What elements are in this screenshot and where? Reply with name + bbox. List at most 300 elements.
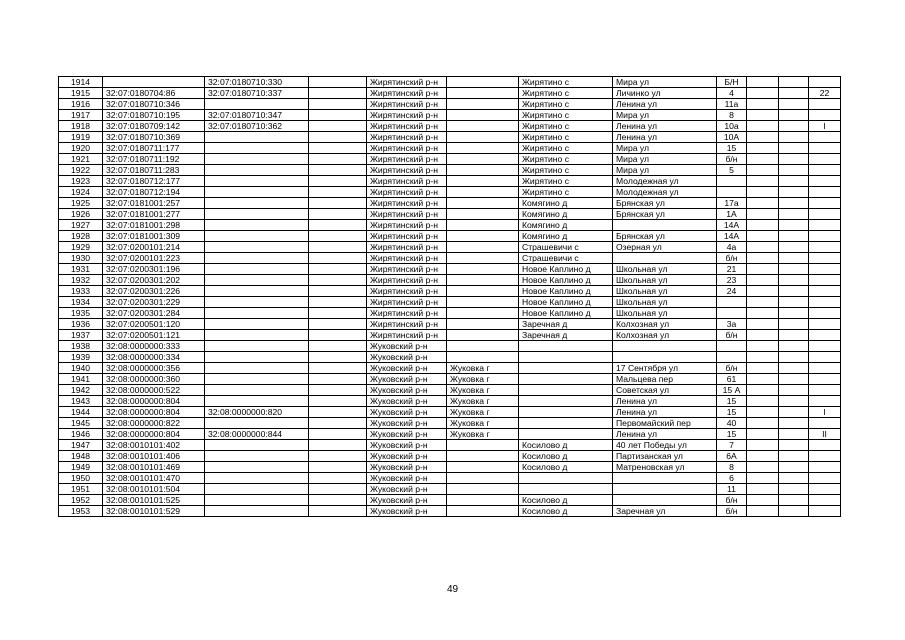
city-cell [447, 143, 519, 154]
district-cell: Жуковский р-н [367, 429, 447, 440]
extra-cell-cell [309, 99, 367, 110]
blank-cell-b-cell [779, 440, 809, 451]
settlement-cell: Жирятино с [519, 187, 613, 198]
settlement-cell [519, 407, 613, 418]
mark-cell [809, 77, 841, 88]
cadastral-number-cell [103, 77, 205, 88]
district-cell: Жирятинский р-н [367, 330, 447, 341]
blank-cell-a-cell [747, 286, 779, 297]
city-cell: Жуковка г [447, 429, 519, 440]
register-table-body [59, 77, 841, 517]
table-row [59, 484, 841, 495]
cadastral-number-cell: 32:08:0000000:804 [103, 407, 205, 418]
street-cell: Школьная ул [613, 264, 717, 275]
blank-cell-b-cell [779, 242, 809, 253]
row-number-cell: 1923 [59, 176, 103, 187]
table-row [59, 473, 841, 484]
house-number-cell: 15 [717, 143, 747, 154]
street-cell: Колхозная ул [613, 319, 717, 330]
extra-cell-cell [309, 110, 367, 121]
row-number-cell: 1941 [59, 374, 103, 385]
district-cell: Жирятинский р-н [367, 77, 447, 88]
city-cell [447, 495, 519, 506]
blank-cell-b-cell [779, 143, 809, 154]
extra-cell-cell [309, 88, 367, 99]
settlement-cell: Комягино д [519, 209, 613, 220]
blank-cell-b-cell [779, 473, 809, 484]
blank-cell-a-cell [747, 330, 779, 341]
blank-cell-a-cell [747, 88, 779, 99]
cadastral-number-cell: 32:08:0010101:402 [103, 440, 205, 451]
blank-cell-b-cell [779, 374, 809, 385]
settlement-cell [519, 473, 613, 484]
house-number-cell: б/н [717, 363, 747, 374]
house-number-cell: 8 [717, 110, 747, 121]
settlement-cell: Жирятино с [519, 99, 613, 110]
page-number: 49 [446, 584, 459, 595]
street-cell [613, 253, 717, 264]
street-cell: Мира ул [613, 154, 717, 165]
settlement-cell: Новое Каплино д [519, 308, 613, 319]
street-cell: Ленина ул [613, 99, 717, 110]
district-cell: Жуковский р-н [367, 506, 447, 517]
table-row [59, 363, 841, 374]
settlement-cell: Жирятино с [519, 176, 613, 187]
house-number-cell [717, 187, 747, 198]
mark-cell [809, 99, 841, 110]
house-number-cell: 11а [717, 99, 747, 110]
row-number-cell: 1916 [59, 99, 103, 110]
blank-cell-a-cell [747, 374, 779, 385]
blank-cell-a-cell [747, 110, 779, 121]
street-cell: Заречная ул [613, 506, 717, 517]
table-row [59, 495, 841, 506]
cadastral-number-cell: 32:07:0180712:194 [103, 187, 205, 198]
extra-cell-cell [309, 385, 367, 396]
blank-cell-a-cell [747, 495, 779, 506]
blank-cell-b-cell [779, 297, 809, 308]
extra-cell-cell [309, 264, 367, 275]
blank-cell-a-cell [747, 429, 779, 440]
mark-cell [809, 418, 841, 429]
city-cell [447, 132, 519, 143]
settlement-cell [519, 418, 613, 429]
cadastral-number-cell: 32:07:0200501:120 [103, 319, 205, 330]
district-cell: Жирятинский р-н [367, 286, 447, 297]
district-cell: Жирятинский р-н [367, 209, 447, 220]
city-cell: Жуковка г [447, 385, 519, 396]
extra-cell-cell [309, 341, 367, 352]
district-cell: Жуковский р-н [367, 363, 447, 374]
street-cell: Школьная ул [613, 275, 717, 286]
table-row [59, 418, 841, 429]
mark-cell [809, 209, 841, 220]
mark-cell: I [809, 407, 841, 418]
street-cell: Школьная ул [613, 308, 717, 319]
mark-cell [809, 220, 841, 231]
house-number-cell: 15 [717, 396, 747, 407]
house-number-cell: б/н [717, 330, 747, 341]
mark-cell [809, 484, 841, 495]
extra-cell-cell [309, 286, 367, 297]
table-row [59, 451, 841, 462]
table-row [59, 374, 841, 385]
row-number-cell: 1946 [59, 429, 103, 440]
house-number-cell: 7 [717, 440, 747, 451]
table-row [59, 110, 841, 121]
blank-cell-b-cell [779, 132, 809, 143]
linked-cadastral-number-cell [205, 418, 309, 429]
district-cell: Жуковский р-н [367, 418, 447, 429]
cadastral-number-cell: 32:08:0000000:522 [103, 385, 205, 396]
cadastral-number-cell: 32:07:0180704:86 [103, 88, 205, 99]
city-cell [447, 286, 519, 297]
mark-cell [809, 473, 841, 484]
district-cell: Жирятинский р-н [367, 176, 447, 187]
house-number-cell: 8 [717, 462, 747, 473]
extra-cell-cell [309, 495, 367, 506]
city-cell: Жуковка г [447, 396, 519, 407]
extra-cell-cell [309, 220, 367, 231]
cadastral-number-cell: 32:08:0000000:356 [103, 363, 205, 374]
linked-cadastral-number-cell [205, 187, 309, 198]
settlement-cell: Жирятино с [519, 121, 613, 132]
blank-cell-b-cell [779, 165, 809, 176]
cadastral-number-cell: 32:07:0181001:309 [103, 231, 205, 242]
extra-cell-cell [309, 374, 367, 385]
settlement-cell: Комягино д [519, 198, 613, 209]
extra-cell-cell [309, 231, 367, 242]
mark-cell [809, 330, 841, 341]
linked-cadastral-number-cell [205, 319, 309, 330]
table-row [59, 220, 841, 231]
street-cell: Ленина ул [613, 396, 717, 407]
house-number-cell: б/н [717, 154, 747, 165]
blank-cell-a-cell [747, 308, 779, 319]
house-number-cell: 4а [717, 242, 747, 253]
row-number-cell: 1929 [59, 242, 103, 253]
linked-cadastral-number-cell [205, 242, 309, 253]
house-number-cell: б/н [717, 506, 747, 517]
cadastral-number-cell: 32:07:0200301:196 [103, 264, 205, 275]
extra-cell-cell [309, 429, 367, 440]
linked-cadastral-number-cell [205, 209, 309, 220]
blank-cell-a-cell [747, 407, 779, 418]
district-cell: Жуковский р-н [367, 451, 447, 462]
blank-cell-b-cell [779, 363, 809, 374]
settlement-cell: Косилово д [519, 451, 613, 462]
blank-cell-b-cell [779, 418, 809, 429]
settlement-cell: Страшевичи с [519, 242, 613, 253]
cadastral-number-cell: 32:07:0181001:298 [103, 220, 205, 231]
table-row [59, 319, 841, 330]
blank-cell-b-cell [779, 286, 809, 297]
row-number-cell: 1934 [59, 297, 103, 308]
blank-cell-a-cell [747, 473, 779, 484]
table-row [59, 429, 841, 440]
blank-cell-b-cell [779, 385, 809, 396]
mark-cell [809, 297, 841, 308]
table-row [59, 506, 841, 517]
city-cell [447, 209, 519, 220]
city-cell: Жуковка г [447, 374, 519, 385]
extra-cell-cell [309, 330, 367, 341]
cadastral-number-cell: 32:08:0000000:804 [103, 429, 205, 440]
blank-cell-a-cell [747, 363, 779, 374]
settlement-cell: Жирятино с [519, 143, 613, 154]
blank-cell-a-cell [747, 242, 779, 253]
row-number-cell: 1939 [59, 352, 103, 363]
table-row [59, 385, 841, 396]
table-row [59, 176, 841, 187]
city-cell [447, 297, 519, 308]
extra-cell-cell [309, 308, 367, 319]
row-number-cell: 1949 [59, 462, 103, 473]
blank-cell-b-cell [779, 99, 809, 110]
blank-cell-a-cell [747, 275, 779, 286]
district-cell: Жирятинский р-н [367, 220, 447, 231]
district-cell: Жирятинский р-н [367, 187, 447, 198]
cadastral-number-cell: 32:08:0010101:529 [103, 506, 205, 517]
extra-cell-cell [309, 132, 367, 143]
table-row [59, 209, 841, 220]
table-row [59, 198, 841, 209]
blank-cell-a-cell [747, 253, 779, 264]
blank-cell-a-cell [747, 176, 779, 187]
city-cell [447, 165, 519, 176]
table-row [59, 264, 841, 275]
city-cell: Жуковка г [447, 363, 519, 374]
house-number-cell: 6А [717, 451, 747, 462]
extra-cell-cell [309, 363, 367, 374]
blank-cell-a-cell [747, 209, 779, 220]
extra-cell-cell [309, 396, 367, 407]
street-cell: Мира ул [613, 165, 717, 176]
settlement-cell: Комягино д [519, 220, 613, 231]
blank-cell-b-cell [779, 154, 809, 165]
settlement-cell: Косилово д [519, 440, 613, 451]
extra-cell-cell [309, 319, 367, 330]
house-number-cell: 4 [717, 88, 747, 99]
house-number-cell: 15 [717, 429, 747, 440]
district-cell: Жирятинский р-н [367, 264, 447, 275]
street-cell: 40 лет Победы ул [613, 440, 717, 451]
settlement-cell: Заречная д [519, 319, 613, 330]
table-row [59, 242, 841, 253]
extra-cell-cell [309, 462, 367, 473]
blank-cell-b-cell [779, 121, 809, 132]
cadastral-number-cell: 32:07:0180711:192 [103, 154, 205, 165]
extra-cell-cell [309, 176, 367, 187]
row-number-cell: 1918 [59, 121, 103, 132]
city-cell [447, 154, 519, 165]
house-number-cell [717, 308, 747, 319]
street-cell: Ленина ул [613, 121, 717, 132]
mark-cell [809, 110, 841, 121]
extra-cell-cell [309, 275, 367, 286]
blank-cell-a-cell [747, 506, 779, 517]
blank-cell-b-cell [779, 462, 809, 473]
settlement-cell: Жирятино с [519, 154, 613, 165]
blank-cell-a-cell [747, 198, 779, 209]
settlement-cell: Жирятино с [519, 110, 613, 121]
linked-cadastral-number-cell [205, 330, 309, 341]
linked-cadastral-number-cell [205, 462, 309, 473]
table-row [59, 99, 841, 110]
city-cell [447, 319, 519, 330]
district-cell: Жирятинский р-н [367, 132, 447, 143]
settlement-cell: Комягино д [519, 231, 613, 242]
extra-cell-cell [309, 451, 367, 462]
street-cell: Партизанская ул [613, 451, 717, 462]
street-cell: Школьная ул [613, 297, 717, 308]
district-cell: Жуковский р-н [367, 484, 447, 495]
extra-cell-cell [309, 242, 367, 253]
cadastral-number-cell: 32:08:0010101:406 [103, 451, 205, 462]
house-number-cell: 11 [717, 484, 747, 495]
blank-cell-b-cell [779, 275, 809, 286]
settlement-cell [519, 352, 613, 363]
extra-cell-cell [309, 418, 367, 429]
blank-cell-b-cell [779, 198, 809, 209]
house-number-cell: 3а [717, 319, 747, 330]
settlement-cell: Новое Каплино д [519, 264, 613, 275]
house-number-cell: Б/Н [717, 77, 747, 88]
settlement-cell: Новое Каплино д [519, 275, 613, 286]
settlement-cell: Заречная д [519, 330, 613, 341]
city-cell: Жуковка г [447, 418, 519, 429]
table-row [59, 440, 841, 451]
linked-cadastral-number-cell [205, 297, 309, 308]
cadastral-number-cell: 32:07:0200301:226 [103, 286, 205, 297]
linked-cadastral-number-cell [205, 154, 309, 165]
cadastral-number-cell: 32:08:0010101:470 [103, 473, 205, 484]
blank-cell-b-cell [779, 187, 809, 198]
register-table [58, 76, 841, 517]
district-cell: Жирятинский р-н [367, 165, 447, 176]
house-number-cell: 15 [717, 407, 747, 418]
table-row [59, 77, 841, 88]
linked-cadastral-number-cell [205, 220, 309, 231]
city-cell [447, 506, 519, 517]
blank-cell-b-cell [779, 220, 809, 231]
linked-cadastral-number-cell [205, 253, 309, 264]
blank-cell-a-cell [747, 297, 779, 308]
linked-cadastral-number-cell [205, 308, 309, 319]
extra-cell-cell [309, 143, 367, 154]
district-cell: Жирятинский р-н [367, 88, 447, 99]
linked-cadastral-number-cell: 32:07:0180710:330 [205, 77, 309, 88]
settlement-cell: Жирятино с [519, 77, 613, 88]
cadastral-number-cell: 32:07:0200301:284 [103, 308, 205, 319]
blank-cell-a-cell [747, 440, 779, 451]
mark-cell [809, 143, 841, 154]
cadastral-number-cell: 32:07:0180710:195 [103, 110, 205, 121]
linked-cadastral-number-cell [205, 385, 309, 396]
row-number-cell: 1936 [59, 319, 103, 330]
city-cell [447, 110, 519, 121]
city-cell [447, 242, 519, 253]
extra-cell-cell [309, 473, 367, 484]
district-cell: Жуковский р-н [367, 352, 447, 363]
district-cell: Жирятинский р-н [367, 121, 447, 132]
row-number-cell: 1932 [59, 275, 103, 286]
settlement-cell [519, 396, 613, 407]
district-cell: Жирятинский р-н [367, 143, 447, 154]
table-row [59, 231, 841, 242]
street-cell: Школьная ул [613, 286, 717, 297]
mark-cell [809, 385, 841, 396]
linked-cadastral-number-cell [205, 484, 309, 495]
blank-cell-b-cell [779, 176, 809, 187]
mark-cell [809, 451, 841, 462]
house-number-cell: 10А [717, 132, 747, 143]
street-cell: Озерная ул [613, 242, 717, 253]
mark-cell [809, 396, 841, 407]
street-cell [613, 341, 717, 352]
linked-cadastral-number-cell [205, 341, 309, 352]
house-number-cell: 14А [717, 220, 747, 231]
city-cell [447, 231, 519, 242]
blank-cell-b-cell [779, 341, 809, 352]
city-cell [447, 198, 519, 209]
settlement-cell: Страшевичи с [519, 253, 613, 264]
table-row [59, 165, 841, 176]
city-cell: Жуковка г [447, 407, 519, 418]
table-row [59, 187, 841, 198]
mark-cell [809, 440, 841, 451]
street-cell: Первомайский пер [613, 418, 717, 429]
blank-cell-a-cell [747, 220, 779, 231]
settlement-cell: Косилово д [519, 462, 613, 473]
cadastral-number-cell: 32:07:0200301:202 [103, 275, 205, 286]
cadastral-number-cell: 32:08:0010101:504 [103, 484, 205, 495]
extra-cell-cell [309, 506, 367, 517]
house-number-cell: 23 [717, 275, 747, 286]
table-row [59, 308, 841, 319]
table-row [59, 132, 841, 143]
street-cell [613, 473, 717, 484]
blank-cell-a-cell [747, 231, 779, 242]
street-cell [613, 484, 717, 495]
house-number-cell: б/н [717, 495, 747, 506]
city-cell [447, 176, 519, 187]
street-cell: Мира ул [613, 143, 717, 154]
settlement-cell: Новое Каплино д [519, 286, 613, 297]
district-cell: Жирятинский р-н [367, 319, 447, 330]
cadastral-number-cell: 32:07:0180712:177 [103, 176, 205, 187]
row-number-cell: 1935 [59, 308, 103, 319]
extra-cell-cell [309, 198, 367, 209]
city-cell [447, 121, 519, 132]
extra-cell-cell [309, 187, 367, 198]
table-row [59, 143, 841, 154]
row-number-cell: 1947 [59, 440, 103, 451]
table-row [59, 462, 841, 473]
cadastral-number-cell: 32:07:0180709:142 [103, 121, 205, 132]
blank-cell-b-cell [779, 319, 809, 330]
city-cell [447, 308, 519, 319]
table-row [59, 275, 841, 286]
house-number-cell: б/н [717, 253, 747, 264]
cadastral-number-cell: 32:08:0010101:525 [103, 495, 205, 506]
row-number-cell: 1924 [59, 187, 103, 198]
table-row [59, 297, 841, 308]
blank-cell-b-cell [779, 88, 809, 99]
blank-cell-a-cell [747, 99, 779, 110]
cadastral-number-cell: 32:08:0000000:804 [103, 396, 205, 407]
district-cell: Жуковский р-н [367, 440, 447, 451]
